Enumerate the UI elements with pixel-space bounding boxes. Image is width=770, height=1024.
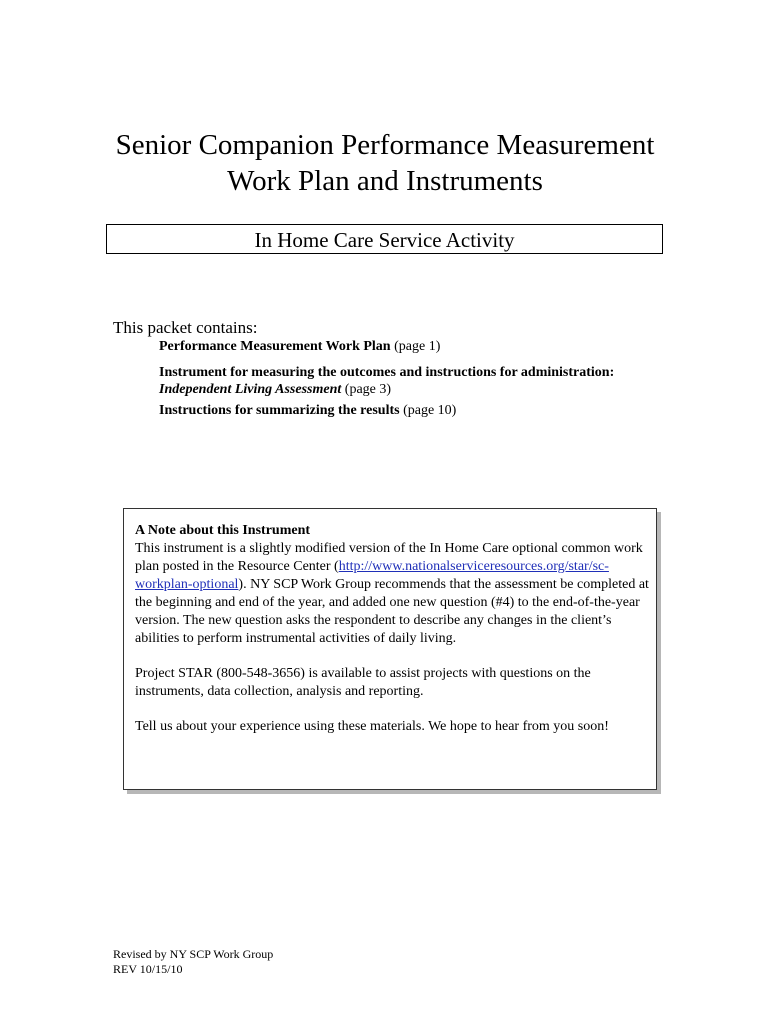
contents-item-page: (page 1) <box>390 339 441 354</box>
resource-center-link[interactable]: http://www.nationalserviceresources.org/star/sc-workplan-optional <box>135 559 609 592</box>
contents-item-subtitle: Independent Living Assessment <box>159 382 342 397</box>
note-paragraph-3: Tell us about your experience using these materials. We hope to hear from you soon! <box>135 719 609 734</box>
activity-label: In Home Care Service Activity <box>254 228 515 252</box>
footer-revision-date: REV 10/15/10 <box>113 962 183 976</box>
contents-item-page: (page 3) <box>341 382 392 397</box>
contents-heading: This packet contains: <box>113 318 258 337</box>
note-text-before-link: This instrument is a slightly modified version of the In Home Care optional common work plan posted in the Resource Center ( <box>135 541 643 574</box>
note-text-after-link: ). NY SCP Work Group recommends that the assessment be completed at the beginning and end of the year, and added one new question (#4) to the end-of-the-year version. The new question asks the respondent to describe any changes in the client’s abilities to perform instrumental activities of daily living. <box>135 577 649 646</box>
footer-revised-by: Revised by NY SCP Work Group <box>113 947 274 961</box>
contents-item-title: Instrument for measuring the outcomes and instructions for administration: <box>159 365 615 380</box>
note-paragraph-2: Project STAR (800-548-3656) is available to assist projects with questions on the instruments, data collection, analysis and reporting. <box>135 666 591 699</box>
contents-item-work-plan <box>159 338 679 355</box>
document-title <box>0 127 770 199</box>
contents-list <box>159 338 679 419</box>
note-title: A Note about this Instrument <box>135 523 311 538</box>
contents-item-title: Instructions for summarizing the results <box>159 403 400 418</box>
note-box <box>123 508 657 790</box>
note-paragraph-1 <box>135 522 653 648</box>
contents-item-page: (page 10) <box>399 403 457 418</box>
activity-banner <box>106 224 663 254</box>
title-line-2: Work Plan and Instruments <box>227 165 543 197</box>
contents-item-instructions <box>159 402 679 419</box>
title-line-1: Senior Companion Performance Measurement <box>115 129 655 161</box>
footer <box>113 947 273 977</box>
contents-item-instrument <box>159 364 679 398</box>
contents-item-title: Performance Measurement Work Plan <box>159 339 391 354</box>
